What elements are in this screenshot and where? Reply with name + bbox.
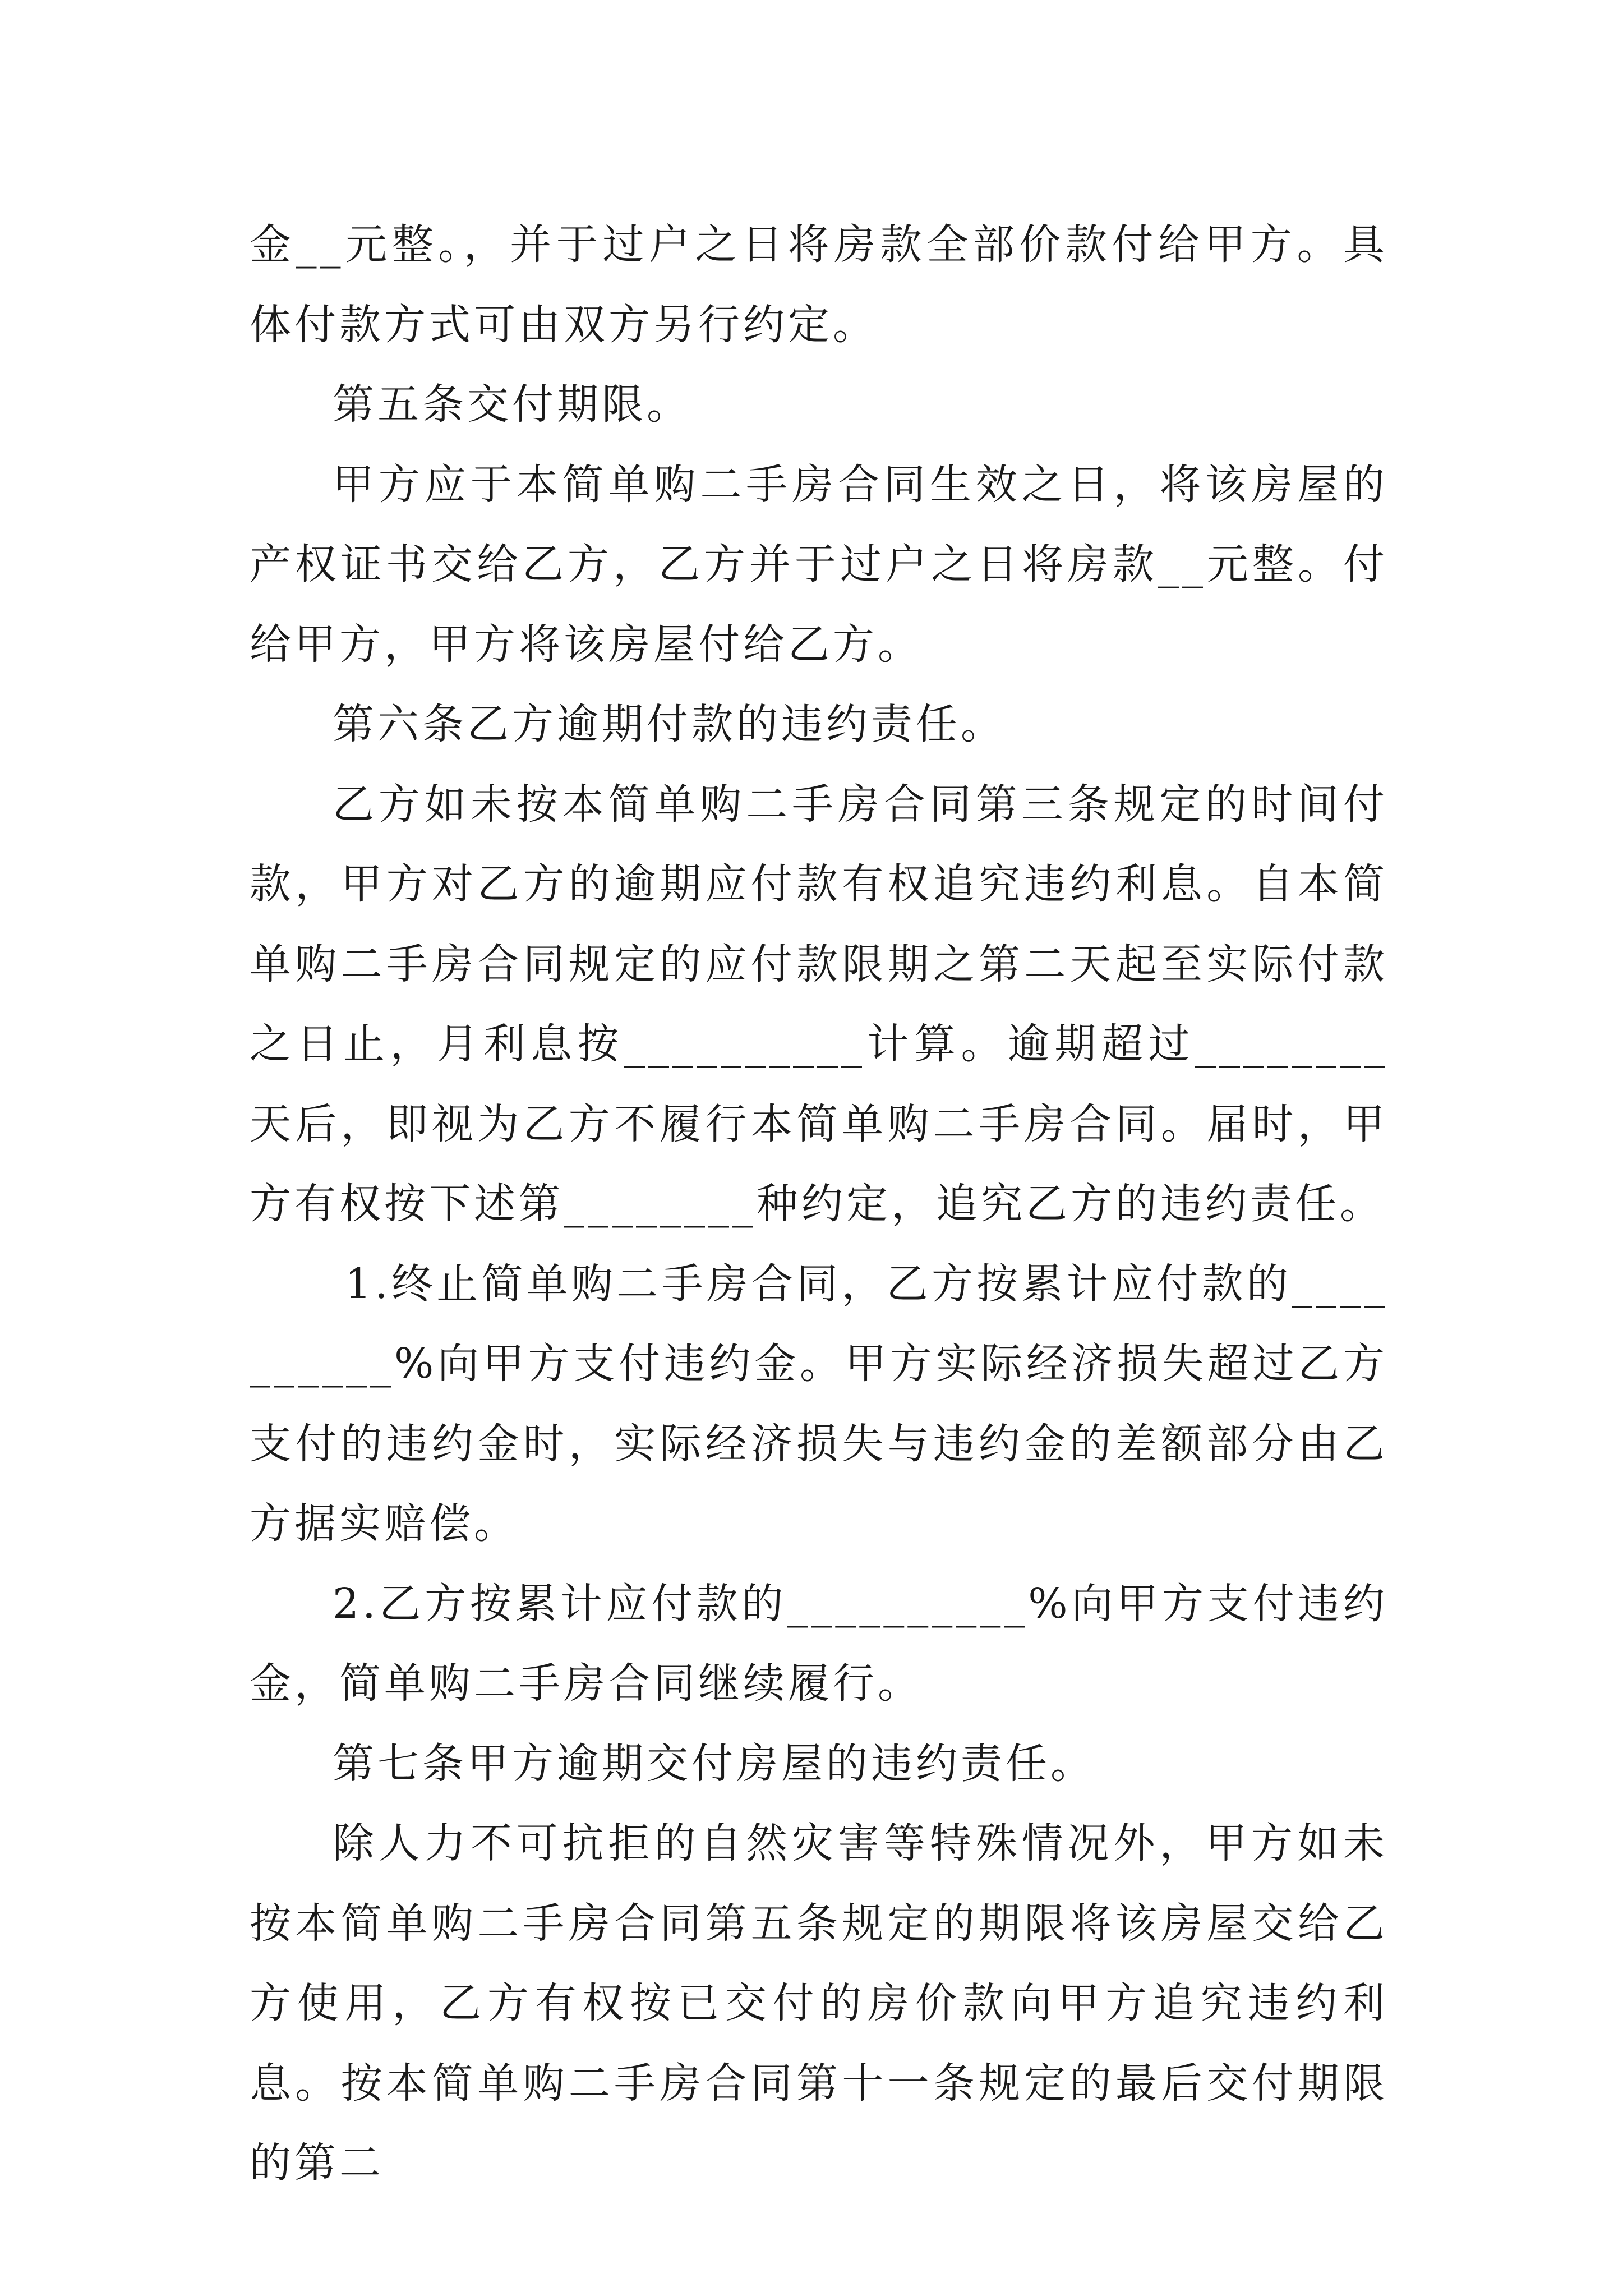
list-item-2: 2.乙方按累计应付款的__________%向甲方支付违约金，简单购二手房合同继续履行。 [250,1579,1388,1708]
heading-article-7: 第七条甲方逾期交付房屋的违约责任。 [333,1739,1095,1788]
list-item-1: 1.终止简单购二手房合同，乙方按累计应付款的__________%向甲方支付违约金。甲方实际经济损失超过乙方支付的违约金时，实际经济损失与违约金的差额部分由乙方据实赔偿。 [250,1259,1388,1548]
paragraph-article-6: 乙方如未按本简单购二手房合同第三条规定的时间付款，甲方对乙方的逾期应付款有权追究违约利息。自本简单购二手房合同规定的应付款限期之第二天起至实际付款之日止，月利息按__________计算。逾期超过________天后，即视为乙方不履行本简单购二手房合同。届时，甲方有权按下述第________种约定，追究乙方的违约责任。 [250,780,1388,1228]
paragraph-article-5: 甲方应于本简单购二手房合同生效之日，将该房屋的产权证书交给乙方，乙方并于过户之日将房款__元整。付给甲方，甲方将该房屋付给乙方。 [250,460,1388,669]
document-body [250,205,1388,2203]
paragraph-article-7: 除人力不可抗拒的自然灾害等特殊情况外，甲方如未按本简单购二手房合同第五条规定的期限将该房屋交给乙方使用，乙方有权按已交付的房价款向甲方追究违约利息。按本简单购二手房合同第十一条规定的最后交付期限的第二 [250,1819,1388,2187]
paragraph-payment-continuation: 金__元整。，并于过户之日将房款全部价款付给甲方。具体付款方式可由双方另行约定。 [250,220,1388,349]
heading-article-5: 第五条交付期限。 [333,380,691,429]
heading-article-6: 第六条乙方逾期付款的违约责任。 [333,700,1006,748]
